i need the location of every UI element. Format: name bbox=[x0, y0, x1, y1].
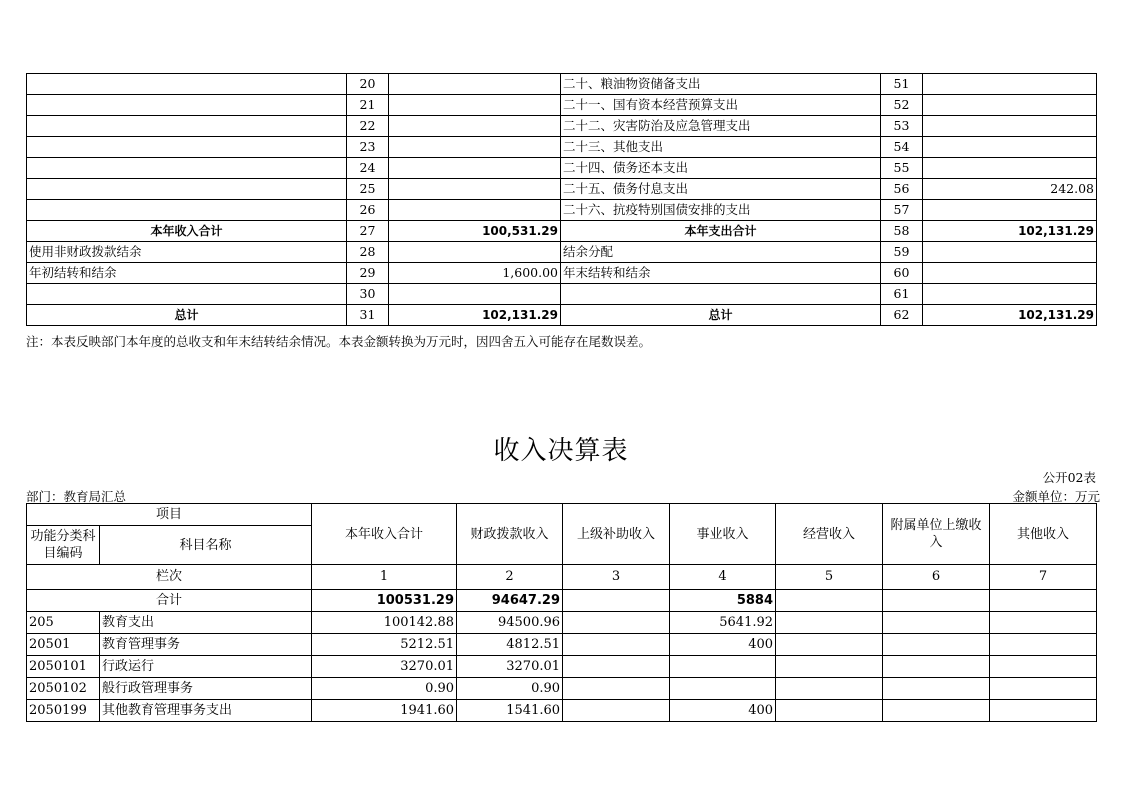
subject-code: 205 bbox=[27, 612, 100, 634]
table-row bbox=[27, 95, 1097, 116]
right-label: 总计 bbox=[561, 305, 881, 326]
amount-cell bbox=[883, 700, 990, 722]
amount-cell: 400 bbox=[670, 700, 776, 722]
subject-name: 行政运行 bbox=[100, 656, 312, 678]
page-title: 收入决算表 bbox=[493, 436, 629, 466]
header-col-2: 财政拨款收入 bbox=[457, 504, 563, 565]
amount-cell bbox=[883, 634, 990, 656]
right-value: 102,131.29 bbox=[923, 305, 1097, 326]
left-line-number: 27 bbox=[347, 221, 389, 242]
summary-table bbox=[26, 73, 1097, 326]
header-col-1: 本年收入合计 bbox=[312, 504, 457, 565]
table-row bbox=[27, 678, 1097, 700]
amount-cell bbox=[776, 700, 883, 722]
left-label: 总计 bbox=[27, 305, 347, 326]
left-label bbox=[27, 200, 347, 221]
subject-code: 2050102 bbox=[27, 678, 100, 700]
subject-name: 教育管理事务 bbox=[100, 634, 312, 656]
amount-cell: 5212.51 bbox=[312, 634, 457, 656]
right-label: 二十、粮油物资储备支出 bbox=[561, 74, 881, 95]
left-value bbox=[389, 158, 561, 179]
left-line-number: 29 bbox=[347, 263, 389, 284]
right-line-number: 56 bbox=[881, 179, 923, 200]
amount-cell bbox=[990, 700, 1097, 722]
table-row bbox=[27, 221, 1097, 242]
income-column-number-row bbox=[27, 565, 1097, 590]
total-value bbox=[563, 590, 670, 612]
amount-cell bbox=[563, 656, 670, 678]
amount-cell bbox=[670, 678, 776, 700]
amount-cell bbox=[670, 656, 776, 678]
left-line-number: 24 bbox=[347, 158, 389, 179]
right-value bbox=[923, 263, 1097, 284]
header-col-6: 附属单位上缴收入 bbox=[883, 504, 990, 565]
left-line-number: 28 bbox=[347, 242, 389, 263]
table-row bbox=[27, 200, 1097, 221]
amount-cell bbox=[883, 656, 990, 678]
left-value bbox=[389, 242, 561, 263]
amount-cell: 3270.01 bbox=[457, 656, 563, 678]
income-table-body bbox=[27, 612, 1097, 722]
amount-cell: 400 bbox=[670, 634, 776, 656]
total-value bbox=[776, 590, 883, 612]
right-label: 结余分配 bbox=[561, 242, 881, 263]
amount-cell bbox=[990, 634, 1097, 656]
amount-cell: 94500.96 bbox=[457, 612, 563, 634]
column-number: 4 bbox=[670, 565, 776, 590]
amount-cell bbox=[990, 612, 1097, 634]
right-label: 二十一、国有资本经营预算支出 bbox=[561, 95, 881, 116]
right-label: 二十六、抗疫特别国债安排的支出 bbox=[561, 200, 881, 221]
total-value bbox=[990, 590, 1097, 612]
left-line-number: 26 bbox=[347, 200, 389, 221]
table-row bbox=[27, 612, 1097, 634]
amount-cell bbox=[883, 612, 990, 634]
left-label bbox=[27, 158, 347, 179]
header-code: 功能分类科目编码 bbox=[27, 526, 100, 565]
right-label: 二十五、债务付息支出 bbox=[561, 179, 881, 200]
left-line-number: 20 bbox=[347, 74, 389, 95]
right-line-number: 57 bbox=[881, 200, 923, 221]
left-line-number: 25 bbox=[347, 179, 389, 200]
right-line-number: 51 bbox=[881, 74, 923, 95]
amount-cell: 0.90 bbox=[312, 678, 457, 700]
amount-cell: 1941.60 bbox=[312, 700, 457, 722]
subject-code: 2050101 bbox=[27, 656, 100, 678]
left-value: 100,531.29 bbox=[389, 221, 561, 242]
left-value bbox=[389, 179, 561, 200]
amount-cell: 100142.88 bbox=[312, 612, 457, 634]
left-label bbox=[27, 137, 347, 158]
header-col-3: 上级补助收入 bbox=[563, 504, 670, 565]
total-value: 94647.29 bbox=[457, 590, 563, 612]
subject-code: 2050199 bbox=[27, 700, 100, 722]
right-line-number: 52 bbox=[881, 95, 923, 116]
left-label bbox=[27, 116, 347, 137]
amount-cell bbox=[776, 634, 883, 656]
left-value: 102,131.29 bbox=[389, 305, 561, 326]
left-value bbox=[389, 137, 561, 158]
left-value bbox=[389, 200, 561, 221]
left-label: 年初结转和结余 bbox=[27, 263, 347, 284]
right-line-number: 55 bbox=[881, 158, 923, 179]
left-value: 1,600.00 bbox=[389, 263, 561, 284]
right-value bbox=[923, 284, 1097, 305]
amount-cell bbox=[883, 678, 990, 700]
summary-table-body bbox=[27, 74, 1097, 326]
income-table bbox=[26, 503, 1097, 722]
right-line-number: 58 bbox=[881, 221, 923, 242]
amount-cell: 1541.60 bbox=[457, 700, 563, 722]
subject-name: 般行政管理事务 bbox=[100, 678, 312, 700]
total-value: 5884 bbox=[670, 590, 776, 612]
right-label: 二十四、债务还本支出 bbox=[561, 158, 881, 179]
right-value bbox=[923, 137, 1097, 158]
right-line-number: 61 bbox=[881, 284, 923, 305]
income-total-row bbox=[27, 590, 1097, 612]
unit-label: 金额单位：万元 bbox=[1012, 489, 1100, 504]
total-value: 100531.29 bbox=[312, 590, 457, 612]
right-label: 年末结转和结余 bbox=[561, 263, 881, 284]
amount-cell: 0.90 bbox=[457, 678, 563, 700]
right-value bbox=[923, 116, 1097, 137]
amount-cell bbox=[990, 656, 1097, 678]
table-row bbox=[27, 700, 1097, 722]
amount-cell: 5641.92 bbox=[670, 612, 776, 634]
right-label: 本年支出合计 bbox=[561, 221, 881, 242]
amount-cell bbox=[776, 612, 883, 634]
right-value bbox=[923, 158, 1097, 179]
left-value bbox=[389, 284, 561, 305]
right-line-number: 53 bbox=[881, 116, 923, 137]
left-label bbox=[27, 179, 347, 200]
amount-cell bbox=[563, 634, 670, 656]
amount-cell bbox=[776, 678, 883, 700]
header-col-5: 经营收入 bbox=[776, 504, 883, 565]
left-value bbox=[389, 95, 561, 116]
table-row bbox=[27, 158, 1097, 179]
left-label bbox=[27, 95, 347, 116]
table-row bbox=[27, 284, 1097, 305]
left-value bbox=[389, 116, 561, 137]
header-item: 项目 bbox=[27, 504, 312, 526]
right-line-number: 62 bbox=[881, 305, 923, 326]
right-label: 二十三、其他支出 bbox=[561, 137, 881, 158]
right-value: 102,131.29 bbox=[923, 221, 1097, 242]
left-line-number: 21 bbox=[347, 95, 389, 116]
column-number: 1 bbox=[312, 565, 457, 590]
department-label: 部门：教育局汇总 bbox=[26, 489, 127, 504]
right-value bbox=[923, 242, 1097, 263]
left-line-number: 23 bbox=[347, 137, 389, 158]
column-number: 7 bbox=[990, 565, 1097, 590]
right-line-number: 60 bbox=[881, 263, 923, 284]
table-row bbox=[27, 116, 1097, 137]
subject-name: 其他教育管理事务支出 bbox=[100, 700, 312, 722]
income-header-row-1 bbox=[27, 504, 1097, 526]
left-label bbox=[27, 74, 347, 95]
amount-cell bbox=[563, 700, 670, 722]
left-line-number: 30 bbox=[347, 284, 389, 305]
subject-name: 教育支出 bbox=[100, 612, 312, 634]
left-label bbox=[27, 284, 347, 305]
amount-cell bbox=[776, 656, 883, 678]
left-label: 本年收入合计 bbox=[27, 221, 347, 242]
table-row bbox=[27, 656, 1097, 678]
right-label: 二十二、灾害防治及应急管理支出 bbox=[561, 116, 881, 137]
table-note: 注：本表反映部门本年度的总收支和年末结转结余情况。本表金额转换为万元时，因四舍五入可能存在尾数误差。 bbox=[26, 334, 652, 349]
header-col-7: 其他收入 bbox=[990, 504, 1097, 565]
amount-cell bbox=[990, 678, 1097, 700]
amount-cell: 3270.01 bbox=[312, 656, 457, 678]
column-number: 3 bbox=[563, 565, 670, 590]
table-row bbox=[27, 263, 1097, 284]
table-row bbox=[27, 634, 1097, 656]
right-value bbox=[923, 200, 1097, 221]
amount-cell bbox=[563, 678, 670, 700]
right-value bbox=[923, 74, 1097, 95]
left-line-number: 22 bbox=[347, 116, 389, 137]
column-number: 6 bbox=[883, 565, 990, 590]
table-row bbox=[27, 179, 1097, 200]
table-row bbox=[27, 305, 1097, 326]
left-label: 使用非财政拨款结余 bbox=[27, 242, 347, 263]
right-line-number: 59 bbox=[881, 242, 923, 263]
column-number-label: 栏次 bbox=[27, 565, 312, 590]
column-number: 5 bbox=[776, 565, 883, 590]
left-line-number: 31 bbox=[347, 305, 389, 326]
column-number: 2 bbox=[457, 565, 563, 590]
right-value: 242.08 bbox=[923, 179, 1097, 200]
amount-cell bbox=[563, 612, 670, 634]
total-value bbox=[883, 590, 990, 612]
subject-code: 20501 bbox=[27, 634, 100, 656]
header-col-4: 事业收入 bbox=[670, 504, 776, 565]
form-number: 公开02表 bbox=[1042, 470, 1096, 485]
right-label bbox=[561, 284, 881, 305]
right-line-number: 54 bbox=[881, 137, 923, 158]
table-row bbox=[27, 74, 1097, 95]
left-value bbox=[389, 74, 561, 95]
table-row bbox=[27, 137, 1097, 158]
right-value bbox=[923, 95, 1097, 116]
amount-cell: 4812.51 bbox=[457, 634, 563, 656]
total-label: 合计 bbox=[27, 590, 312, 612]
table-row bbox=[27, 242, 1097, 263]
header-name: 科目名称 bbox=[100, 526, 312, 565]
